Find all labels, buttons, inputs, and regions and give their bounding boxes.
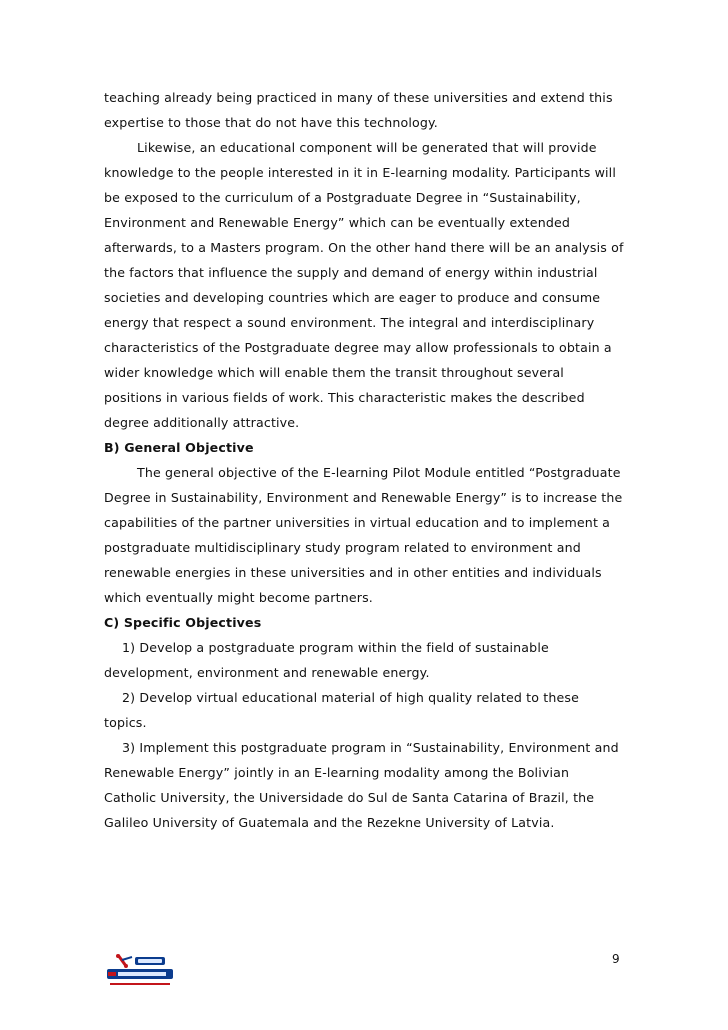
document-page [104,85,624,835]
objective-item-2: 2) Develop virtual educational material of high quality related to these topics. [104,690,579,730]
heading-general-objective: B) General Objective [104,440,254,455]
paragraph-intro-continuation: teaching already being practiced in many of these universities and extend this expertise to those that do not have this technology. [104,90,613,130]
objective-item-3: 3) Implement this postgraduate program in “Sustainability, Environment and Renewable Energy” jointly in an E-learning modality among the Bolivian Catholic University, the Universidade do Sul de Santa Catarina of Brazil, the Galileo University of Guatemala and the Rezekne University of Latvia. [104,740,619,830]
paragraph-likewise: Likewise, an educational component will be generated that will provide knowledge to the people interested in it in E-learning modality. Participants will be exposed to the curriculum of a Postgraduate Degree in “Sustainability, Environment and Renewable Energy” which can be eventually extended afterwards, to a Masters program. On the other hand there will be an analysis of the factors that influence the supply and demand of energy within industrial societies and developing countries which are eager to produce and consume energy that respect a sound environment. The integral and interdisciplinary characteristics of the Postgraduate degree may allow professionals to obtain a wider knowledge which will enable them the transit throughout several positions in various fields of work. This characteristic makes the described degree additionally attractive. [104,140,624,430]
objective-item-1: 1) Develop a postgraduate program within the field of sustainable development, environment and renewable energy. [104,640,549,680]
paragraph-general-objective: The general objective of the E-learning Pilot Module entitled “Postgraduate Degree in Sustainability, Environment and Renewable Energy” is to increase the capabilities of the partner universities in virtual education and to implement a postgraduate multidisciplinary study program related to environment and renewable energies in these universities and in other entities and individuals which eventually might become partners. [104,465,623,605]
heading-specific-objectives: C) Specific Objectives [104,615,262,630]
edvantage-logo-icon [104,952,176,988]
page-number: 9 [612,952,620,966]
